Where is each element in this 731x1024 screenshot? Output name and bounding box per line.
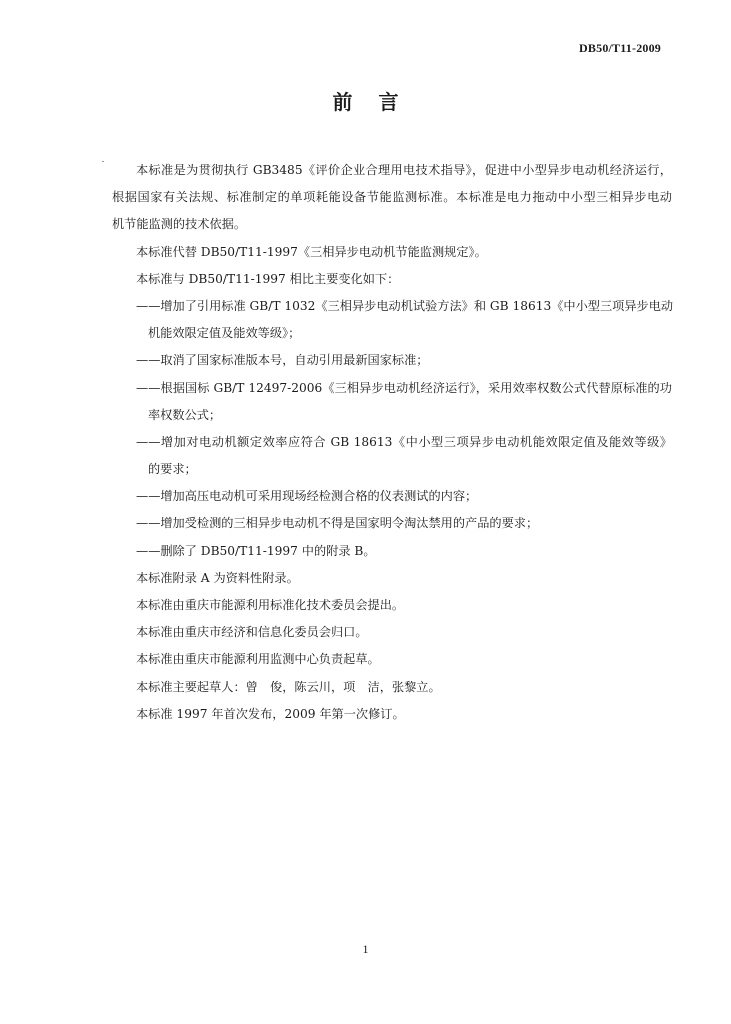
- document-body: [112, 160, 672, 731]
- paragraph-line: 本标准由重庆市能源利用标准化技术委员会提出。: [136, 598, 405, 612]
- list-item: ——增加受检测的三相异步电动机不得是国家明令淘汰禁用的产品的要求；: [136, 516, 539, 531]
- page-number: 1: [362, 942, 369, 956]
- list-item: ——增加了引用标准 GB/T 1032《三相异步电动机试验方法》和 GB 18613《中小型三项异步电动: [136, 298, 674, 313]
- scan-mark: [102, 161, 104, 162]
- list-item: ——增加高压电动机可采用现场经检测合格的仪表测试的内容；: [136, 489, 478, 504]
- paragraph-line: 根据国家有关法规、标准制定的单项耗能设备节能监测标准。本标准是电力拖动中小型三相异步电动: [112, 190, 672, 205]
- paragraph-line: 本标准由重庆市经济和信息化委员会归口。: [136, 625, 368, 640]
- list-item-continuation: 机能效限定值及能效等级》；: [148, 326, 301, 341]
- list-item-continuation: 率权数公式；: [148, 407, 222, 422]
- standard-code: DB50/T11-2009: [579, 41, 661, 55]
- paragraph-line: 本标准由重庆市能源利用监测中心负责起草。: [136, 652, 380, 667]
- list-item: ——增加对电动机额定效率应符合 GB 18613《中小型三项异步电动机能效限定值及能效等级》: [136, 434, 672, 449]
- paragraph-line: 本标准代替 DB50/T11-1997《三相异步电动机节能监测规定》。: [136, 244, 487, 259]
- paragraph-line: 机节能监测的技术依据。: [112, 217, 247, 232]
- paragraph-line: 本标准主要起草人：曾 俊，陈云川，项 洁，张黎立。: [136, 679, 441, 694]
- page-title: 前言: [332, 90, 425, 114]
- list-item-continuation: 的要求；: [148, 462, 197, 477]
- list-item: ——取消了国家标准版本号，自动引用最新国家标准；: [136, 353, 429, 368]
- paragraph-line: 本标准附录 A 为资料性附录。: [136, 570, 299, 585]
- paragraph-line: 本标准 1997 年首次发布，2009 年第一次修订。: [136, 706, 405, 721]
- paragraph-line: 本标准与 DB50/T11-1997 相比主要变化如下：: [136, 271, 400, 286]
- list-item: ——根据国标 GB/T 12497-2006《三相异步电动机经济运行》，采用效率权数公式代替原标准的功: [136, 380, 672, 395]
- paragraph-line: 本标准是为贯彻执行 GB3485《评价企业合理用电技术指导》，促进中小型异步电动机经济运行，: [136, 163, 672, 177]
- list-item: ——删除了 DB50/T11-1997 中的附录 B。: [136, 543, 376, 558]
